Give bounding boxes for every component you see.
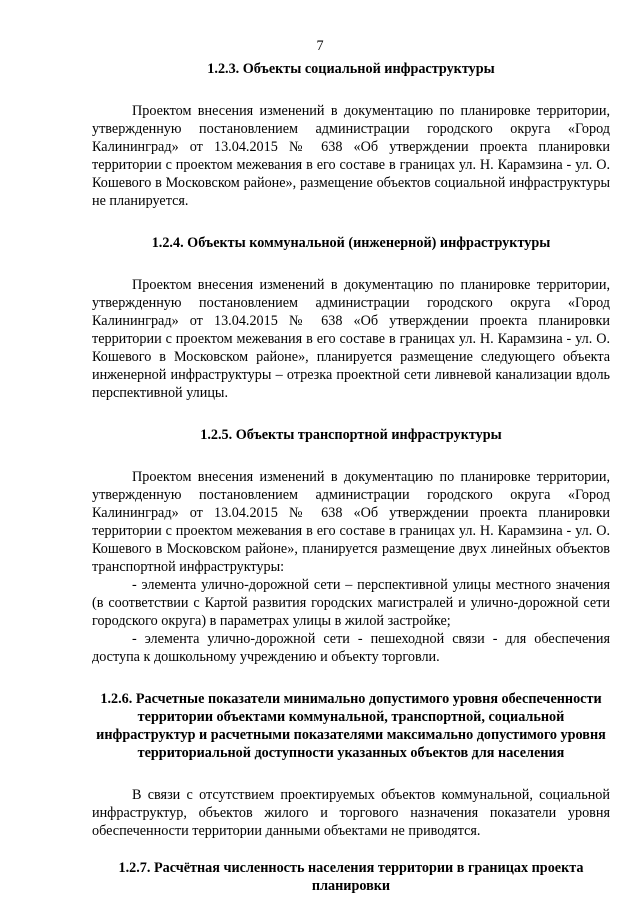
list-item: - элемента улично-дорожной сети – перспективной улицы местного значения (в соответствии с Картой развития городских магистралей и улично-дорожной сети городского округа) в параметрах улицы в жилой застройке; (92, 577, 610, 629)
section-heading-1-2-7: 1.2.7. Расчётная численность населения территории в границах проекта планировки (118, 860, 584, 894)
section-heading-1-2-5: 1.2.5. Объекты транспортной инфраструктуры (200, 427, 502, 443)
page-number: 7 (316, 38, 324, 54)
section-heading-1-2-6: 1.2.6. Расчетные показатели минимально допустимого уровня обеспеченности территории объектами коммунальной, транспортной, социальной инфраструктур и расчетными показателями максимально допустимого уровня территориальной доступности указанных объектов для населения (96, 691, 606, 761)
section-paragraph: Проектом внесения изменений в документацию по планировке территории, утвержденную постановлением администрации городского округа «Город Калининград» от 13.04.2015 № 638 «Об утверждении проекта планировки территории с проектом межевания в его составе в границах ул. Н. Карамзина - ул. О. Кошевого в Московском районе», планируется размещение следующего объекта инженерной инфраструктуры – отрезка проектной сети ливневой канализации вдоль перспективной улицы. (92, 277, 610, 401)
section-paragraph: Проектом внесения изменений в документацию по планировке территории, утвержденную постановлением администрации городского округа «Город Калининград» от 13.04.2015 № 638 «Об утверждении проекта планировки территории с проектом межевания в его составе в границах ул. Н. Карамзина - ул. О. Кошевого в Московском районе», размещение объектов социальной инфраструктуры не планируется. (92, 103, 610, 209)
section-paragraph: Проектом внесения изменений в документацию по планировке территории, утвержденную постановлением администрации городского округа «Город Калининград» от 13.04.2015 № 638 «Об утверждении проекта планировки территории с проектом межевания в его составе в границах ул. Н. Карамзина - ул. О. Кошевого в Московском районе», планируется размещение двух линейных объектов транспортной инфраструктуры: (92, 469, 610, 575)
list-item: - элемента улично-дорожной сети - пешеходной связи - для обеспечения доступа к дошкольному учреждению и объекту торговли. (92, 631, 610, 665)
section-heading-1-2-4: 1.2.4. Объекты коммунальной (инженерной) инфраструктуры (151, 235, 551, 251)
section-paragraph: В связи с отсутствием проектируемых объектов коммунальной, социальной инфраструктур, объектов жилого и торгового назначения показатели уровня обеспеченности территории данными объектами не приводятся. (92, 787, 610, 839)
section-heading-1-2-3: 1.2.3. Объекты социальной инфраструктуры (207, 61, 495, 77)
page-content (92, 60, 610, 895)
